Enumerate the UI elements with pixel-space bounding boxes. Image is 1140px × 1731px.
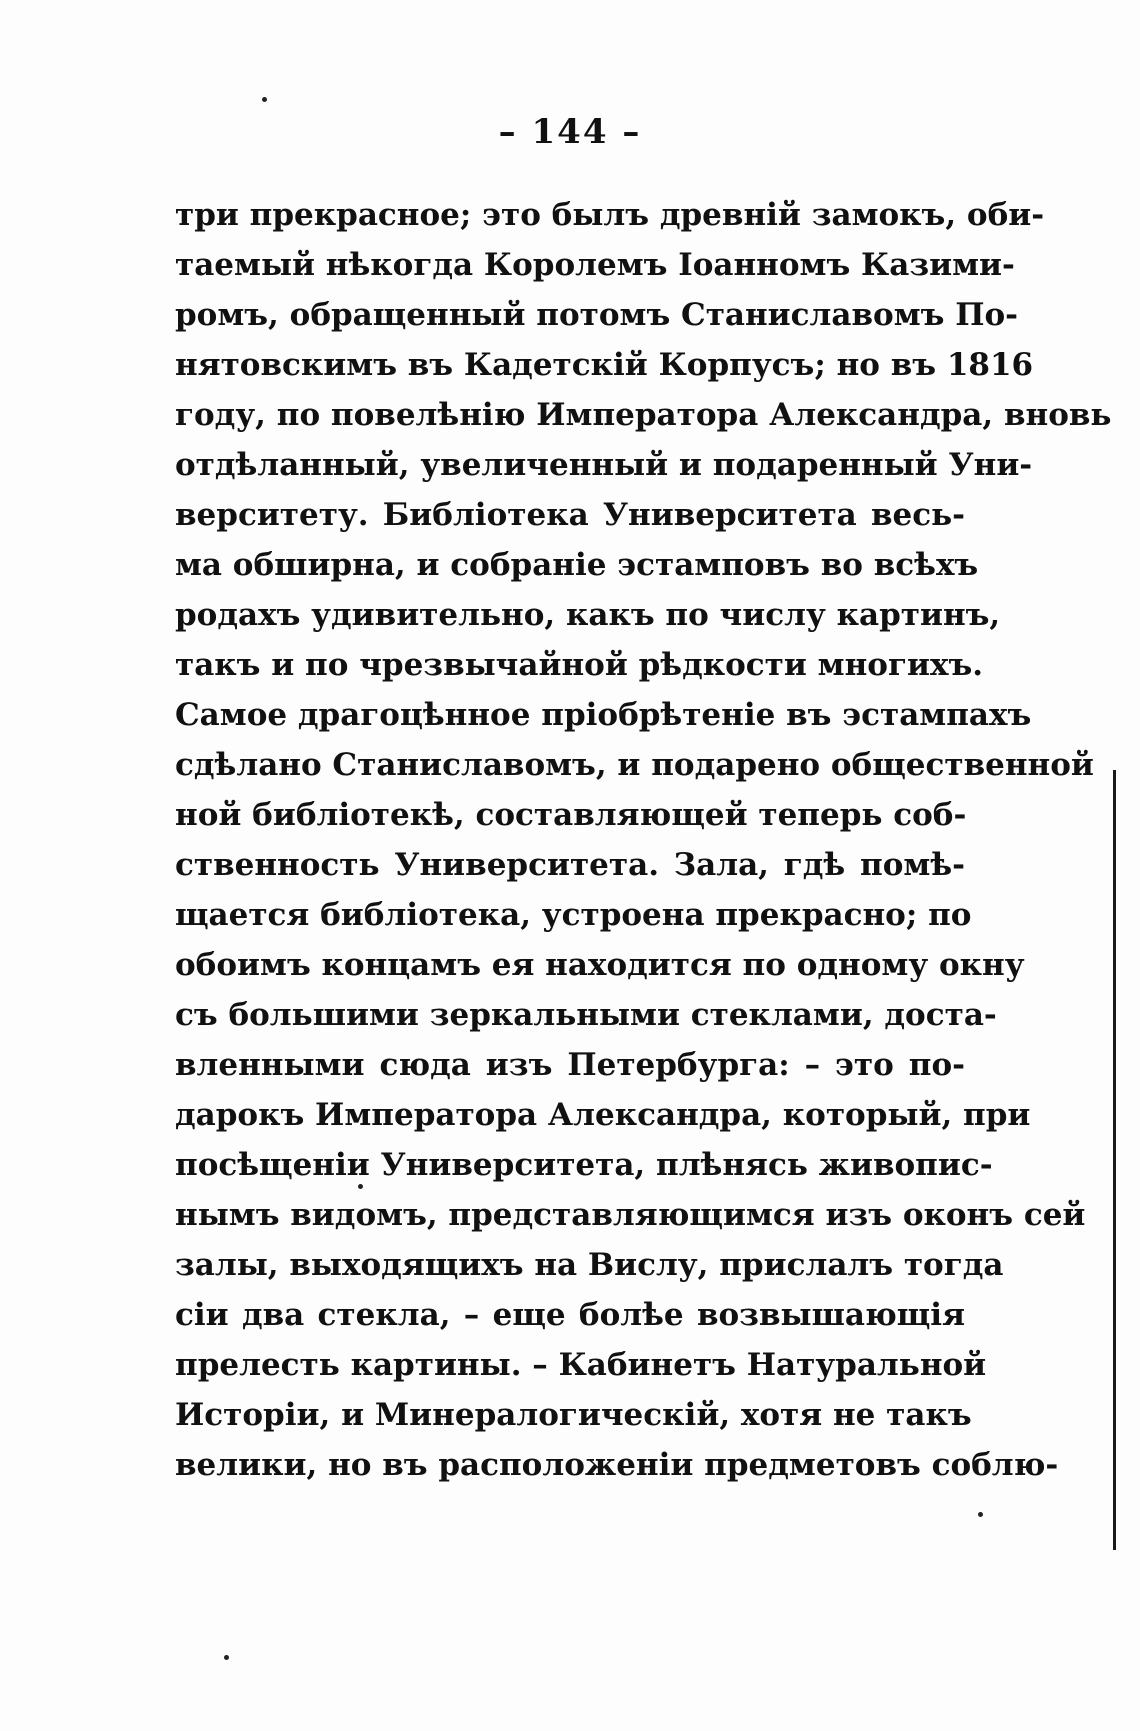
scan-speck bbox=[262, 97, 267, 102]
body-text bbox=[175, 190, 1112, 1490]
text-line: залы, выходящихъ на Вислу, прислалъ тогда bbox=[175, 1247, 1004, 1283]
text-line: сдѣлано Станиславомъ, и подарено общественной bbox=[175, 747, 1094, 783]
text-line: посѣщеніи Университета, плѣнясь живопис- bbox=[175, 1147, 993, 1183]
text-line: таемый нѣкогда Королемъ Іоанномъ Казими- bbox=[175, 247, 1015, 283]
text-line: ной библіотекѣ, составляющей теперь соб- bbox=[175, 797, 967, 833]
text-line: велики, но въ расположеніи предметовъ соблю- bbox=[175, 1447, 1059, 1483]
text-line: году, по повелѣнію Императора Александра, вновь bbox=[175, 397, 1112, 433]
page-edge-shadow bbox=[1113, 770, 1116, 1550]
text-line: нятовскимъ въ Кадетскій Корпусъ; но въ 1816 bbox=[175, 347, 1034, 383]
scan-speck bbox=[224, 1655, 229, 1660]
text-line: сіи два стекла, – еще болѣе возвышающія bbox=[175, 1297, 965, 1333]
text-line: прелесть картины. – Кабинетъ Натуральной bbox=[175, 1347, 987, 1383]
text-line: Самое драгоцѣнное пріобрѣтеніе въ эстампахъ bbox=[175, 697, 1032, 733]
text-line: верситету. Библіотека Университета весь- bbox=[175, 497, 965, 533]
text-line: нымъ видомъ, представляющимся изъ оконъ сей bbox=[175, 1197, 1086, 1233]
text-line: съ большими зеркальными стеклами, доста- bbox=[175, 997, 997, 1033]
text-line: щается библіотека, устроена прекрасно; по bbox=[175, 897, 972, 933]
text-line: Исторіи, и Минералогическій, хотя не такъ bbox=[175, 1397, 972, 1433]
text-line: три прекрасное; это былъ древній замокъ, оби- bbox=[175, 197, 1045, 233]
text-line: ма обширна, и собраніе эстамповъ во всѣхъ bbox=[175, 547, 979, 583]
text-line: ромъ, обращенный потомъ Станиславомъ По- bbox=[175, 297, 1019, 333]
page-number: – 144 – bbox=[498, 112, 642, 152]
scan-speck bbox=[358, 1184, 363, 1189]
text-line: вленными сюда изъ Петербурга: – это по- bbox=[175, 1047, 965, 1083]
text-line: отдѣланный, увеличенный и подаренный Уни- bbox=[175, 447, 1033, 483]
text-line: ственность Университета. Зала, гдѣ помѣ- bbox=[175, 847, 965, 883]
text-line: такъ и по чрезвычайной рѣдкости многихъ. bbox=[175, 647, 984, 683]
text-line: обоимъ концамъ ея находится по одному окну bbox=[175, 947, 1025, 983]
text-line: родахъ удивительно, какъ по числу картинъ, bbox=[175, 597, 1001, 633]
scan-speck bbox=[978, 1512, 983, 1517]
text-line: дарокъ Императора Александра, который, при bbox=[175, 1097, 1031, 1133]
